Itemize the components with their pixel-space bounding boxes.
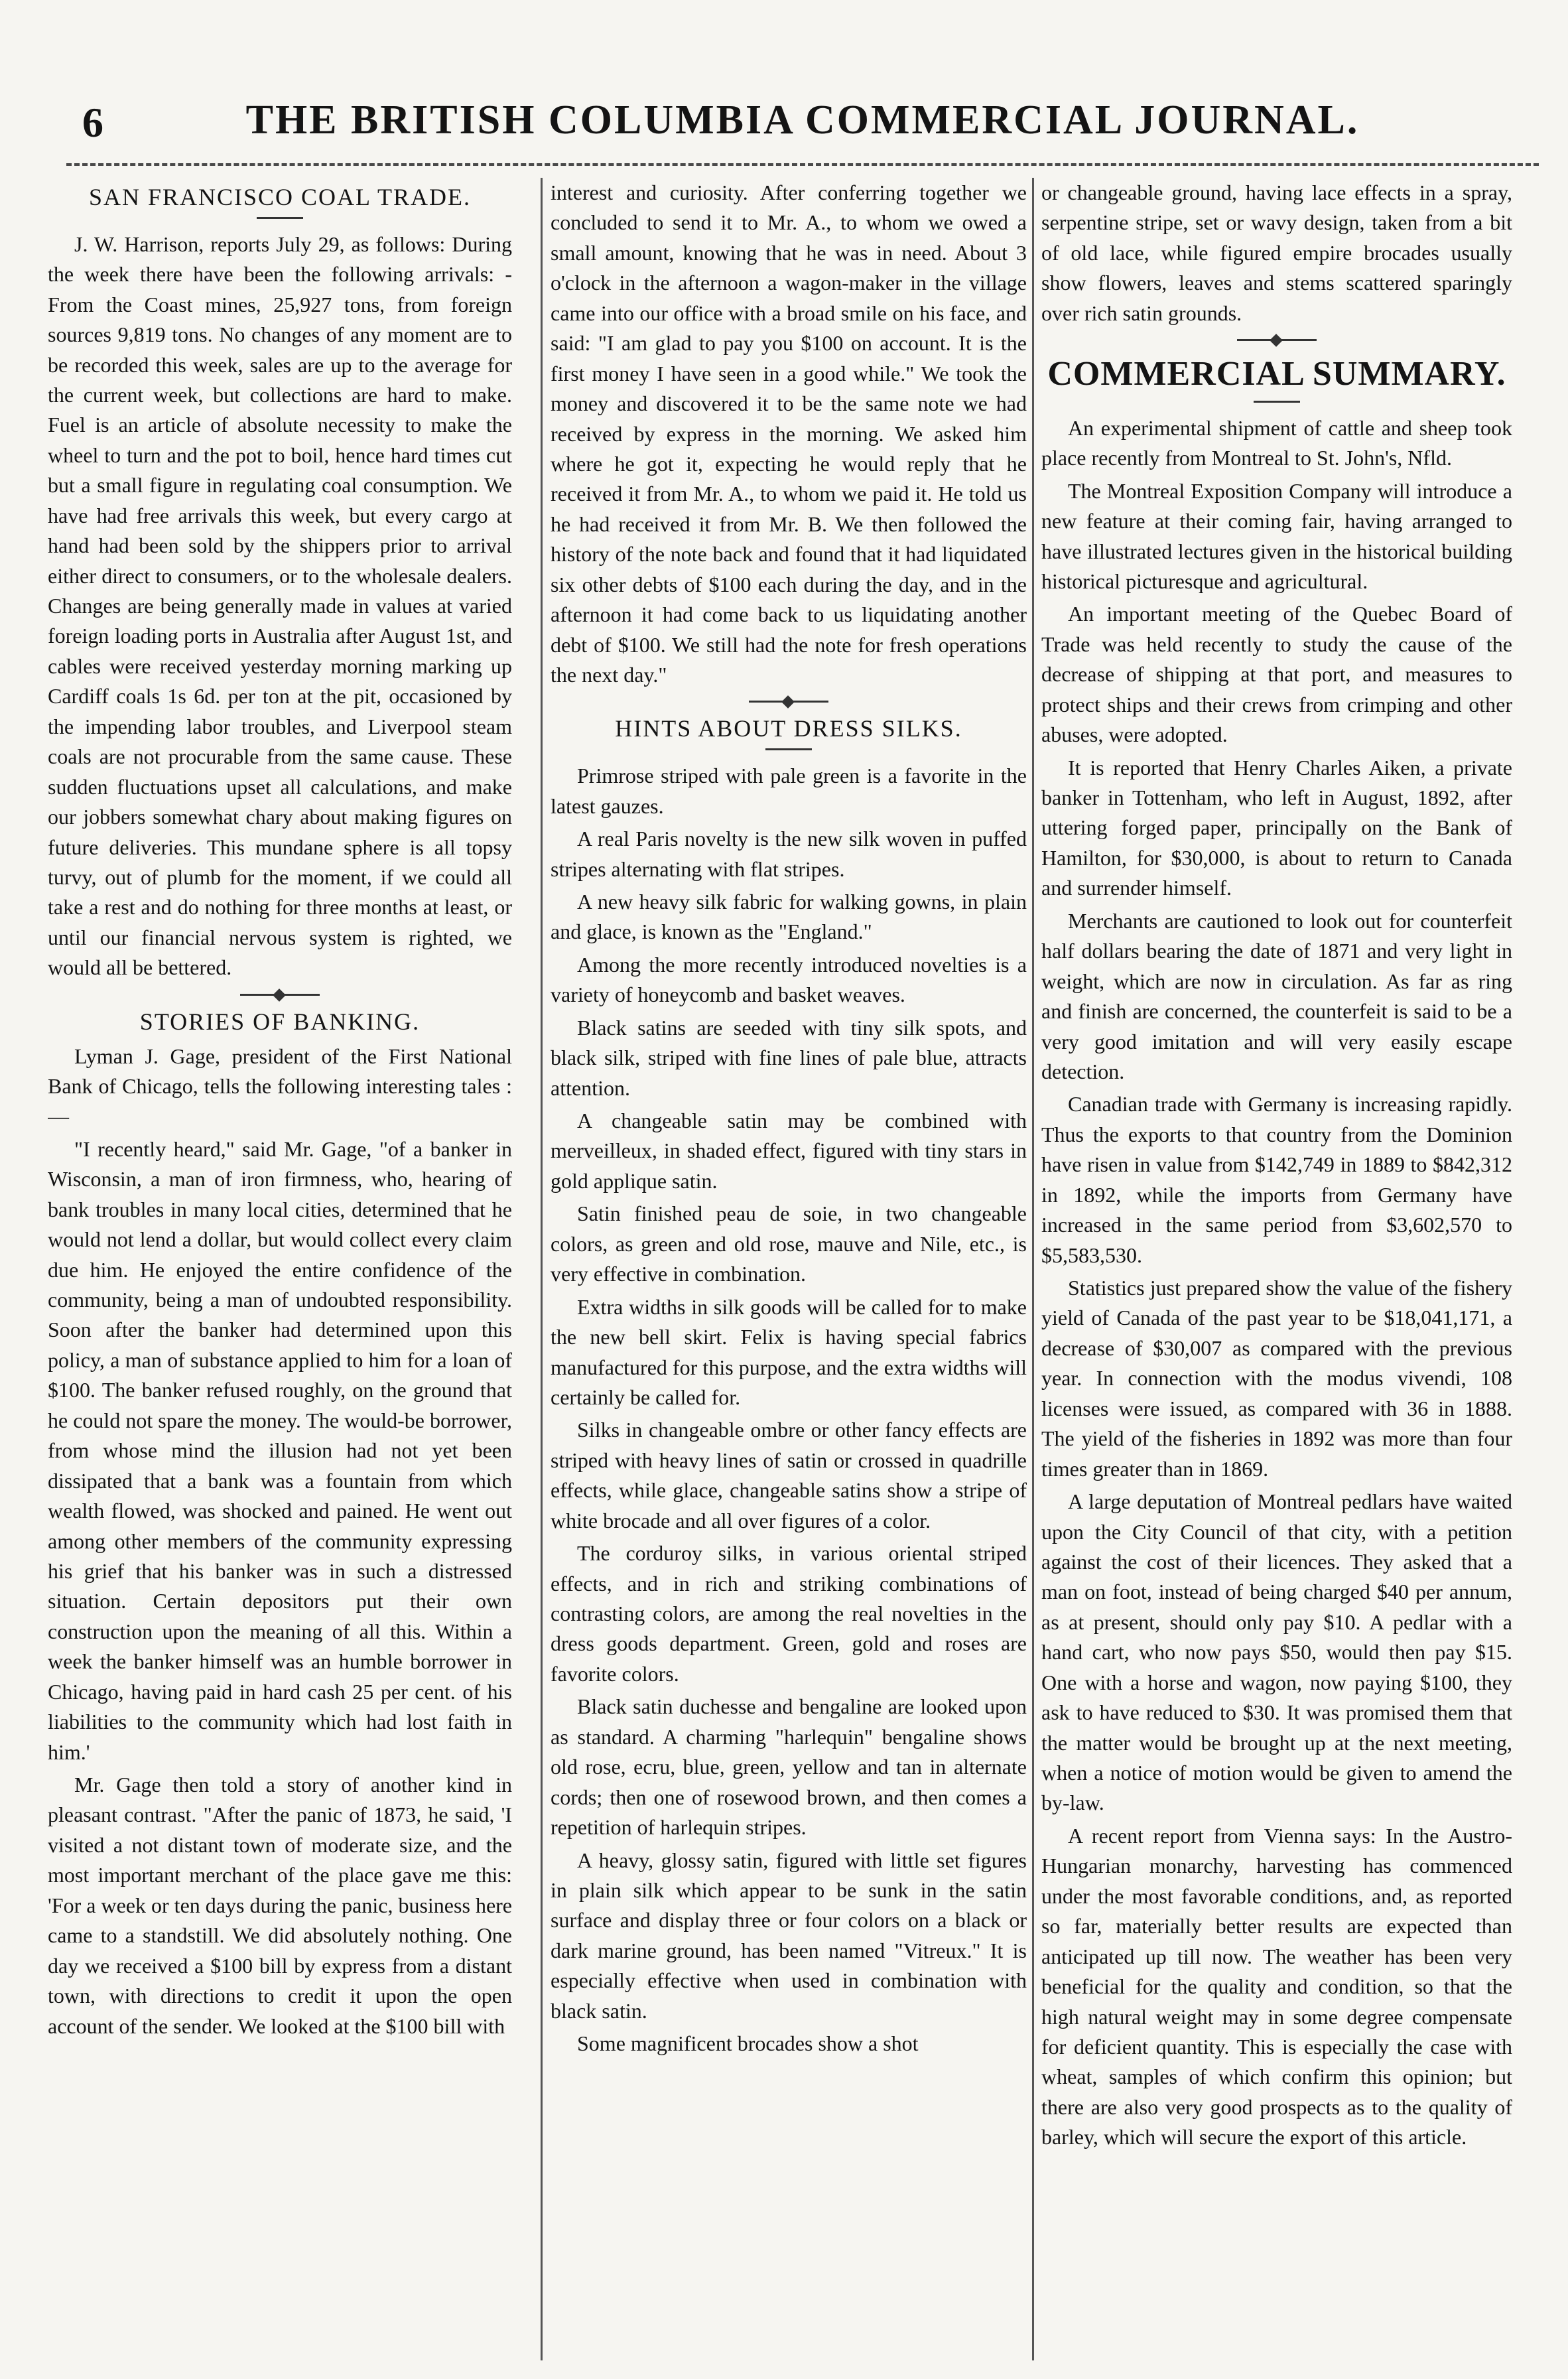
article-paragraph: Black satins are seeded with tiny silk spots, and black silk, striped with fine lines of pale blue, attracts attention. xyxy=(551,1015,1027,1100)
column-divider xyxy=(541,178,543,2360)
article-paragraph: Lyman J. Gage, president of the First National Bank of Chicago, tells the following interesting tales :— xyxy=(48,1044,512,1128)
section-separator xyxy=(240,994,320,996)
article-paragraph: Merchants are cautioned to look out for counterfeit half dollars bearing the date of 1871 and very light in weight, which are now in circulation. As far as ring and finish are concerned, the counterfeit is said to be a very good imitation and will very easily escape detection. xyxy=(1041,908,1512,1083)
article-paragraph: The Montreal Exposition Company will introduce a new feature at their coming fair, having arranged to have illustrated lectures given in the historical building historical picturesque and agricultural. xyxy=(1041,478,1512,593)
page-number: 6 xyxy=(82,99,103,146)
article-title-dress-silks: HINTS ABOUT DRESS SILKS. xyxy=(615,715,962,742)
article-paragraph: Satin finished peau de soie, in two changeable colors, as green and old rose, mauve and Nile, etc., is very effective in combination. xyxy=(551,1201,1027,1286)
title-rule xyxy=(1254,401,1300,403)
article-paragraph: Extra widths in silk goods will be called for to make the new bell skirt. Felix is having special fabrics manufactured for this purpose, and the extra widths will certainly be called for. xyxy=(551,1294,1027,1409)
section-separator xyxy=(1237,339,1317,341)
article-paragraph: A changeable satin may be combined with merveilleux, in shaded effect, figured with tiny stars in gold applique satin. xyxy=(551,1109,1027,1193)
page-header xyxy=(80,93,1526,153)
article-title-coal-trade: SAN FRANCISCO COAL TRADE. xyxy=(88,184,472,210)
column-3 xyxy=(1041,178,1512,2367)
title-rule xyxy=(765,748,812,750)
article-paragraph: A new heavy silk fabric for walking gowns, in plain and glace, is known as the "England." xyxy=(551,889,1027,944)
masthead: THE BRITISH COLUMBIA COMMERCIAL JOURNAL. xyxy=(245,98,1360,143)
article-paragraph: A heavy, glossy satin, figured with little set figures in plain silk which appear to be sunk in the satin surface and display three or four colors on a black or dark marine ground, has been named "Vitreux." It is especially effective when used in combination with black satin. xyxy=(551,1848,1027,2023)
article-paragraph: A large deputation of Montreal pedlars have waited upon the City Council of that city, with a petition against the cost of their licences. They asked that a man on foot, instead of being charged $40 per annum, as at present, should only pay $10. A pedlar with a hand cart, who now pays $50, would then pay $15. One with a horse and wagon, now paying $100, they ask to have reduced to $30. It was promised them that the matter would be brought up at the next meeting, when a notice of motion would be given to amend the by-law. xyxy=(1041,1489,1512,1815)
article-paragraph: It is reported that Henry Charles Aiken, a private banker in Tottenham, who left in August, 1892, after uttering forged paper, principally on the Bank of Hamilton, for $30,000, is about to return to Canada and surrender himself. xyxy=(1041,755,1512,900)
article-paragraph: J. W. Harrison, reports July 29, as follows: During the week there have been the following arrivals: - From the Coast mines, 25,927 tons, from foreign sources 9,819 tons. No changes of any moment are to be recorded this week, sales are up to the average for the current week, but collections are hard to make. Fuel is an article of absolute necessity to make the wheel to turn and the pot to boil, hence hard times cut but a small figure in regulating coal consumption. We have had free arrivals this week, but every cargo at hand had been sold by the shippers prior to arrival either direct to consumers, or to the wholesale dealers. Changes are being generally made in values at varied foreign loading ports in Australia after August 1st, and cables were received yesterday morning marking up Cardiff coals 1s 6d. per ton at the pit, occasioned by the impending labor troubles, and Liverpool steam coals are not procurable from the same cause. These sudden fluctuations upset all calculations, and make our jobbers somewhat chary about making figures on future deliveries. This mundane sphere is all topsy turvy, out of plumb for the moment, if we could all take a rest and do nothing for three months at least, or until our financial nervous system is righted, we would all be bettered. xyxy=(48,232,512,980)
article-paragraph: Mr. Gage then told a story of another kind in pleasant contrast. "After the panic of 1873, he said, 'I visited a not distant town of moderate size, and the most important merchant of the place gave me this: 'For a week or ten days during the panic, business here came to a standstill. We did absolutely nothing. One day we received a $100 bill by express from a distant town, with directions to credit it upon the open account of the sender. We looked at the $100 bill with xyxy=(48,1773,512,2038)
article-paragraph: Canadian trade with Germany is increasing rapidly. Thus the exports to that country from the Dominion have risen in value from $142,749 in 1889 to $842,312 in 1892, while the imports from Germany have increased in the same period from $3,602,570 to $5,583,530. xyxy=(1041,1092,1512,1267)
column-1 xyxy=(48,178,512,2367)
article-paragraph: A real Paris novelty is the new silk woven in puffed stripes alternating with flat stripes. xyxy=(551,827,1027,881)
article-title-commercial-summary: COMMERCIAL SUMMARY. xyxy=(1047,355,1506,393)
title-rule xyxy=(257,217,303,219)
article-paragraph: Among the more recently introduced novelties is a variety of honeycomb and basket weaves. xyxy=(551,952,1027,1007)
article-paragraph: An important meeting of the Quebec Board of Trade was held recently to study the cause of the decrease of shipping at that port, and measures to protect ships and their crews from crimping and other abuses, were adopted. xyxy=(1041,602,1512,747)
article-paragraph: The corduroy silks, in various oriental striped effects, and in rich and striking combinations of contrasting colors, are among the real novelties in the dress goods department. Green, gold and roses are favorite colors. xyxy=(551,1541,1027,1686)
column-2 xyxy=(551,178,1027,2367)
header-rule xyxy=(66,163,1539,166)
article-paragraph: A recent report from Vienna says: In the Austro-Hungarian monarchy, harvesting has commenced under the most favorable conditions, and, as reported so far, materially better results are expected than anticipated up till now. The weather has been very beneficial for the quality and condition, so that the high natural weight may in some degree compensate for deficient quantity. This is especially the case with wheat, samples of which confirm this opinion; but there are also very good prospects as to the quality of barley, which will secure the export of this article. xyxy=(1041,1823,1512,2149)
article-paragraph: Black satin duchesse and bengaline are looked upon as standard. A charming "harlequin" bengaline shows old rose, ecru, blue, green, yellow and tan in alternate cords; then one of rosewood brown, and then comes a repetition of harlequin stripes. xyxy=(551,1694,1027,1840)
article-paragraph: An experimental shipment of cattle and sheep took place recently from Montreal to St. John's, Nfld. xyxy=(1041,415,1512,470)
article-paragraph: Some magnificent brocades show a shot xyxy=(577,2031,919,2056)
column-divider xyxy=(1032,178,1034,2360)
article-paragraph: interest and curiosity. After conferring together we concluded to send it to Mr. A., to whom we owed a small amount, knowing that he was in need. About 3 o'clock in the afternoon a wagon-maker in the village came into our office with a broad smile on his face, and said: "I am glad to pay you $100 on account. It is the first money I have seen in a good while." We took the money and discovered it to be the same note we had received by express in the morning. We asked him where he got it, expecting he would reply that he received it from Mr. A., to whom we paid it. He told us he had received it from Mr. B. We then followed the history of the note back and found that it had liquidated six other debts of $100 each during the day, and in the afternoon it had come back to us liquidating another debt of $100. We still had the note for fresh operations the next day." xyxy=(551,180,1027,687)
article-paragraph: Silks in changeable ombre or other fancy effects are striped with heavy lines of satin or crossed in quadrille effects, while glace, changeable satins show a stripe of white brocade and all over figures of a color. xyxy=(551,1418,1027,1532)
article-paragraph: Statistics just prepared show the value of the fishery yield of Canada of the past year to be $18,041,171, a decrease of $30,007 as compared with the previous year. In connection with the modus vivendi, 108 licenses were issued, as compared with 36 in 1888. The yield of the fisheries in 1892 was more than four times greater than in 1869. xyxy=(1041,1276,1512,1481)
article-paragraph: Primrose striped with pale green is a favorite in the latest gauzes. xyxy=(551,764,1027,818)
article-title-banking: STORIES OF BANKING. xyxy=(139,1008,421,1035)
article-paragraph: "I recently heard," said Mr. Gage, "of a banker in Wisconsin, a man of iron firmness, who, hearing of bank troubles in many local cities, determined that he would not lend a dollar, but would collect every claim due him. He enjoyed the entire confidence of the community, being a man of undoubted responsibility. Soon after the banker had determined upon this policy, a man of substance applied to him for a loan of $100. The banker refused roughly, on the ground that he could not spare the money. The would-be borrower, from whose mind the illusion had not yet been dissipated that a bank was a fountain from which wealth flowed, was shocked and pained. He went out among other members of the community expressing his grief that his banker was in such a distressed situation. Certain depositors put their own construction upon the meaning of all this. Within a week the banker himself was an humble borrower in Chicago, having paid in hard cash 25 per cent. of his liabilities to the community which had lost faith in him.' xyxy=(48,1136,512,1764)
section-separator xyxy=(749,701,828,703)
article-paragraph: or changeable ground, having lace effects in a spray, serpentine stripe, set or wavy design, taken from a bit of old lace, while figured empire brocades usually show flowers, leaves and stems scattered sparingly over rich satin grounds. xyxy=(1041,180,1512,325)
